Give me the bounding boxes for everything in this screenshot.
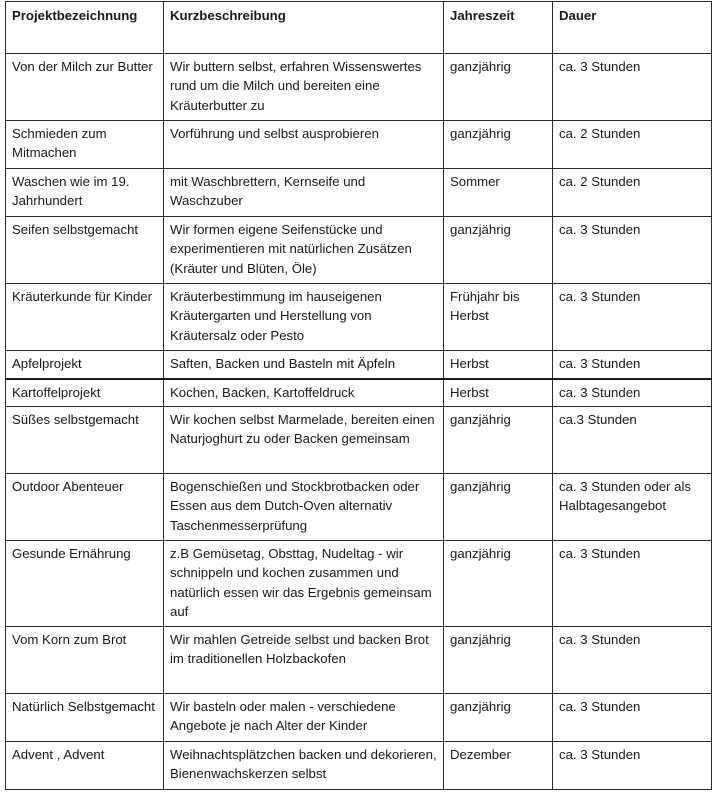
project-season: ganzjährig [444, 474, 553, 541]
table-header [6, 2, 712, 54]
table-row [6, 742, 712, 790]
table-row [6, 694, 712, 742]
project-duration: ca. 3 Stunden [553, 54, 712, 121]
project-description: mit Waschbrettern, Kernseife und Waschzuber [164, 169, 444, 217]
project-description: Kräuterbestimmung im hauseigenen Kräutergarten und Herstellung von Kräutersalz oder Pesto [164, 284, 444, 351]
project-name: Vom Korn zum Brot [6, 627, 164, 694]
table-row [6, 121, 712, 169]
project-duration: ca.3 Stunden [553, 407, 712, 474]
project-name: Kartoffelprojekt [6, 379, 164, 407]
table-body [6, 54, 712, 790]
project-description: Wir kochen selbst Marmelade, bereiten einen Naturjoghurt zu oder Backen gemeinsam [164, 407, 444, 474]
project-description: z.B Gemüsetag, Obsttag, Nudeltag - wir schnippeln und kochen zusammen und natürlich essen wir das Ergebnis gemeinsam auf [164, 541, 444, 627]
table-row [6, 627, 712, 694]
project-season: Herbst [444, 351, 553, 379]
project-name: Gesunde Ernährung [6, 541, 164, 627]
table-row [6, 54, 712, 121]
project-duration: ca. 3 Stunden [553, 627, 712, 694]
project-duration: ca. 3 Stunden [553, 541, 712, 627]
project-description: Wir mahlen Getreide selbst und backen Brot im traditionellen Holzbackofen [164, 627, 444, 694]
table-row [6, 169, 712, 217]
project-description: Wir formen eigene Seifenstücke und experimentieren mit natürlichen Zusätzen (Kräuter und Blüten, Öle) [164, 217, 444, 284]
project-season: Dezember [444, 742, 553, 790]
project-name: Advent , Advent [6, 742, 164, 790]
project-duration: ca. 3 Stunden [553, 742, 712, 790]
project-duration: ca. 3 Stunden [553, 284, 712, 351]
project-season: ganzjährig [444, 694, 553, 742]
project-duration: ca. 3 Stunden oder als Halbtagesangebot [553, 474, 712, 541]
project-name: Schmieden zum Mitmachen [6, 121, 164, 169]
table-row [6, 379, 712, 407]
project-season: Sommer [444, 169, 553, 217]
project-season: Herbst [444, 379, 553, 407]
project-season: Frühjahr bis Herbst [444, 284, 553, 351]
table-row [6, 407, 712, 474]
project-description: Weihnachtsplätzchen backen und dekorieren, Bienenwachskerzen selbst [164, 742, 444, 790]
project-season: ganzjährig [444, 121, 553, 169]
project-duration: ca. 3 Stunden [553, 694, 712, 742]
project-name: Outdoor Abenteuer [6, 474, 164, 541]
table-row [6, 351, 712, 379]
project-duration: ca. 3 Stunden [553, 217, 712, 284]
project-duration: ca. 2 Stunden [553, 169, 712, 217]
project-duration: ca. 3 Stunden [553, 379, 712, 407]
project-duration: ca. 3 Stunden [553, 351, 712, 379]
project-name: Von der Milch zur Butter [6, 54, 164, 121]
header-projektbezeichnung: Projektbezeichnung [6, 2, 164, 54]
project-table [5, 1, 712, 790]
project-description: Wir basteln oder malen - verschiedene Angebote je nach Alter der Kinder [164, 694, 444, 742]
project-description: Bogenschießen und Stockbrotbacken oder Essen aus dem Dutch-Oven alternativ Taschenmesserprüfung [164, 474, 444, 541]
project-name: Süßes selbstgemacht [6, 407, 164, 474]
project-season: ganzjährig [444, 407, 553, 474]
table-row [6, 541, 712, 627]
project-name: Kräuterkunde für Kinder [6, 284, 164, 351]
project-name: Seifen selbstgemacht [6, 217, 164, 284]
project-duration: ca. 2 Stunden [553, 121, 712, 169]
header-jahreszeit: Jahreszeit [444, 2, 553, 54]
project-description: Kochen, Backen, Kartoffeldruck [164, 379, 444, 407]
header-dauer: Dauer [553, 2, 712, 54]
table-row [6, 284, 712, 351]
project-season: ganzjährig [444, 541, 553, 627]
project-name: Apfelprojekt [6, 351, 164, 379]
project-season: ganzjährig [444, 627, 553, 694]
table-row [6, 217, 712, 284]
header-kurzbeschreibung: Kurzbeschreibung [164, 2, 444, 54]
project-season: ganzjährig [444, 54, 553, 121]
project-description: Wir buttern selbst, erfahren Wissenswertes rund um die Milch und bereiten eine Kräuterbutter zu [164, 54, 444, 121]
project-name: Natürlich Selbstgemacht [6, 694, 164, 742]
project-name: Waschen wie im 19. Jahrhundert [6, 169, 164, 217]
project-season: ganzjährig [444, 217, 553, 284]
table-row [6, 474, 712, 541]
project-description: Vorführung und selbst ausprobieren [164, 121, 444, 169]
project-description: Saften, Backen und Basteln mit Äpfeln [164, 351, 444, 379]
header-row [6, 2, 712, 54]
